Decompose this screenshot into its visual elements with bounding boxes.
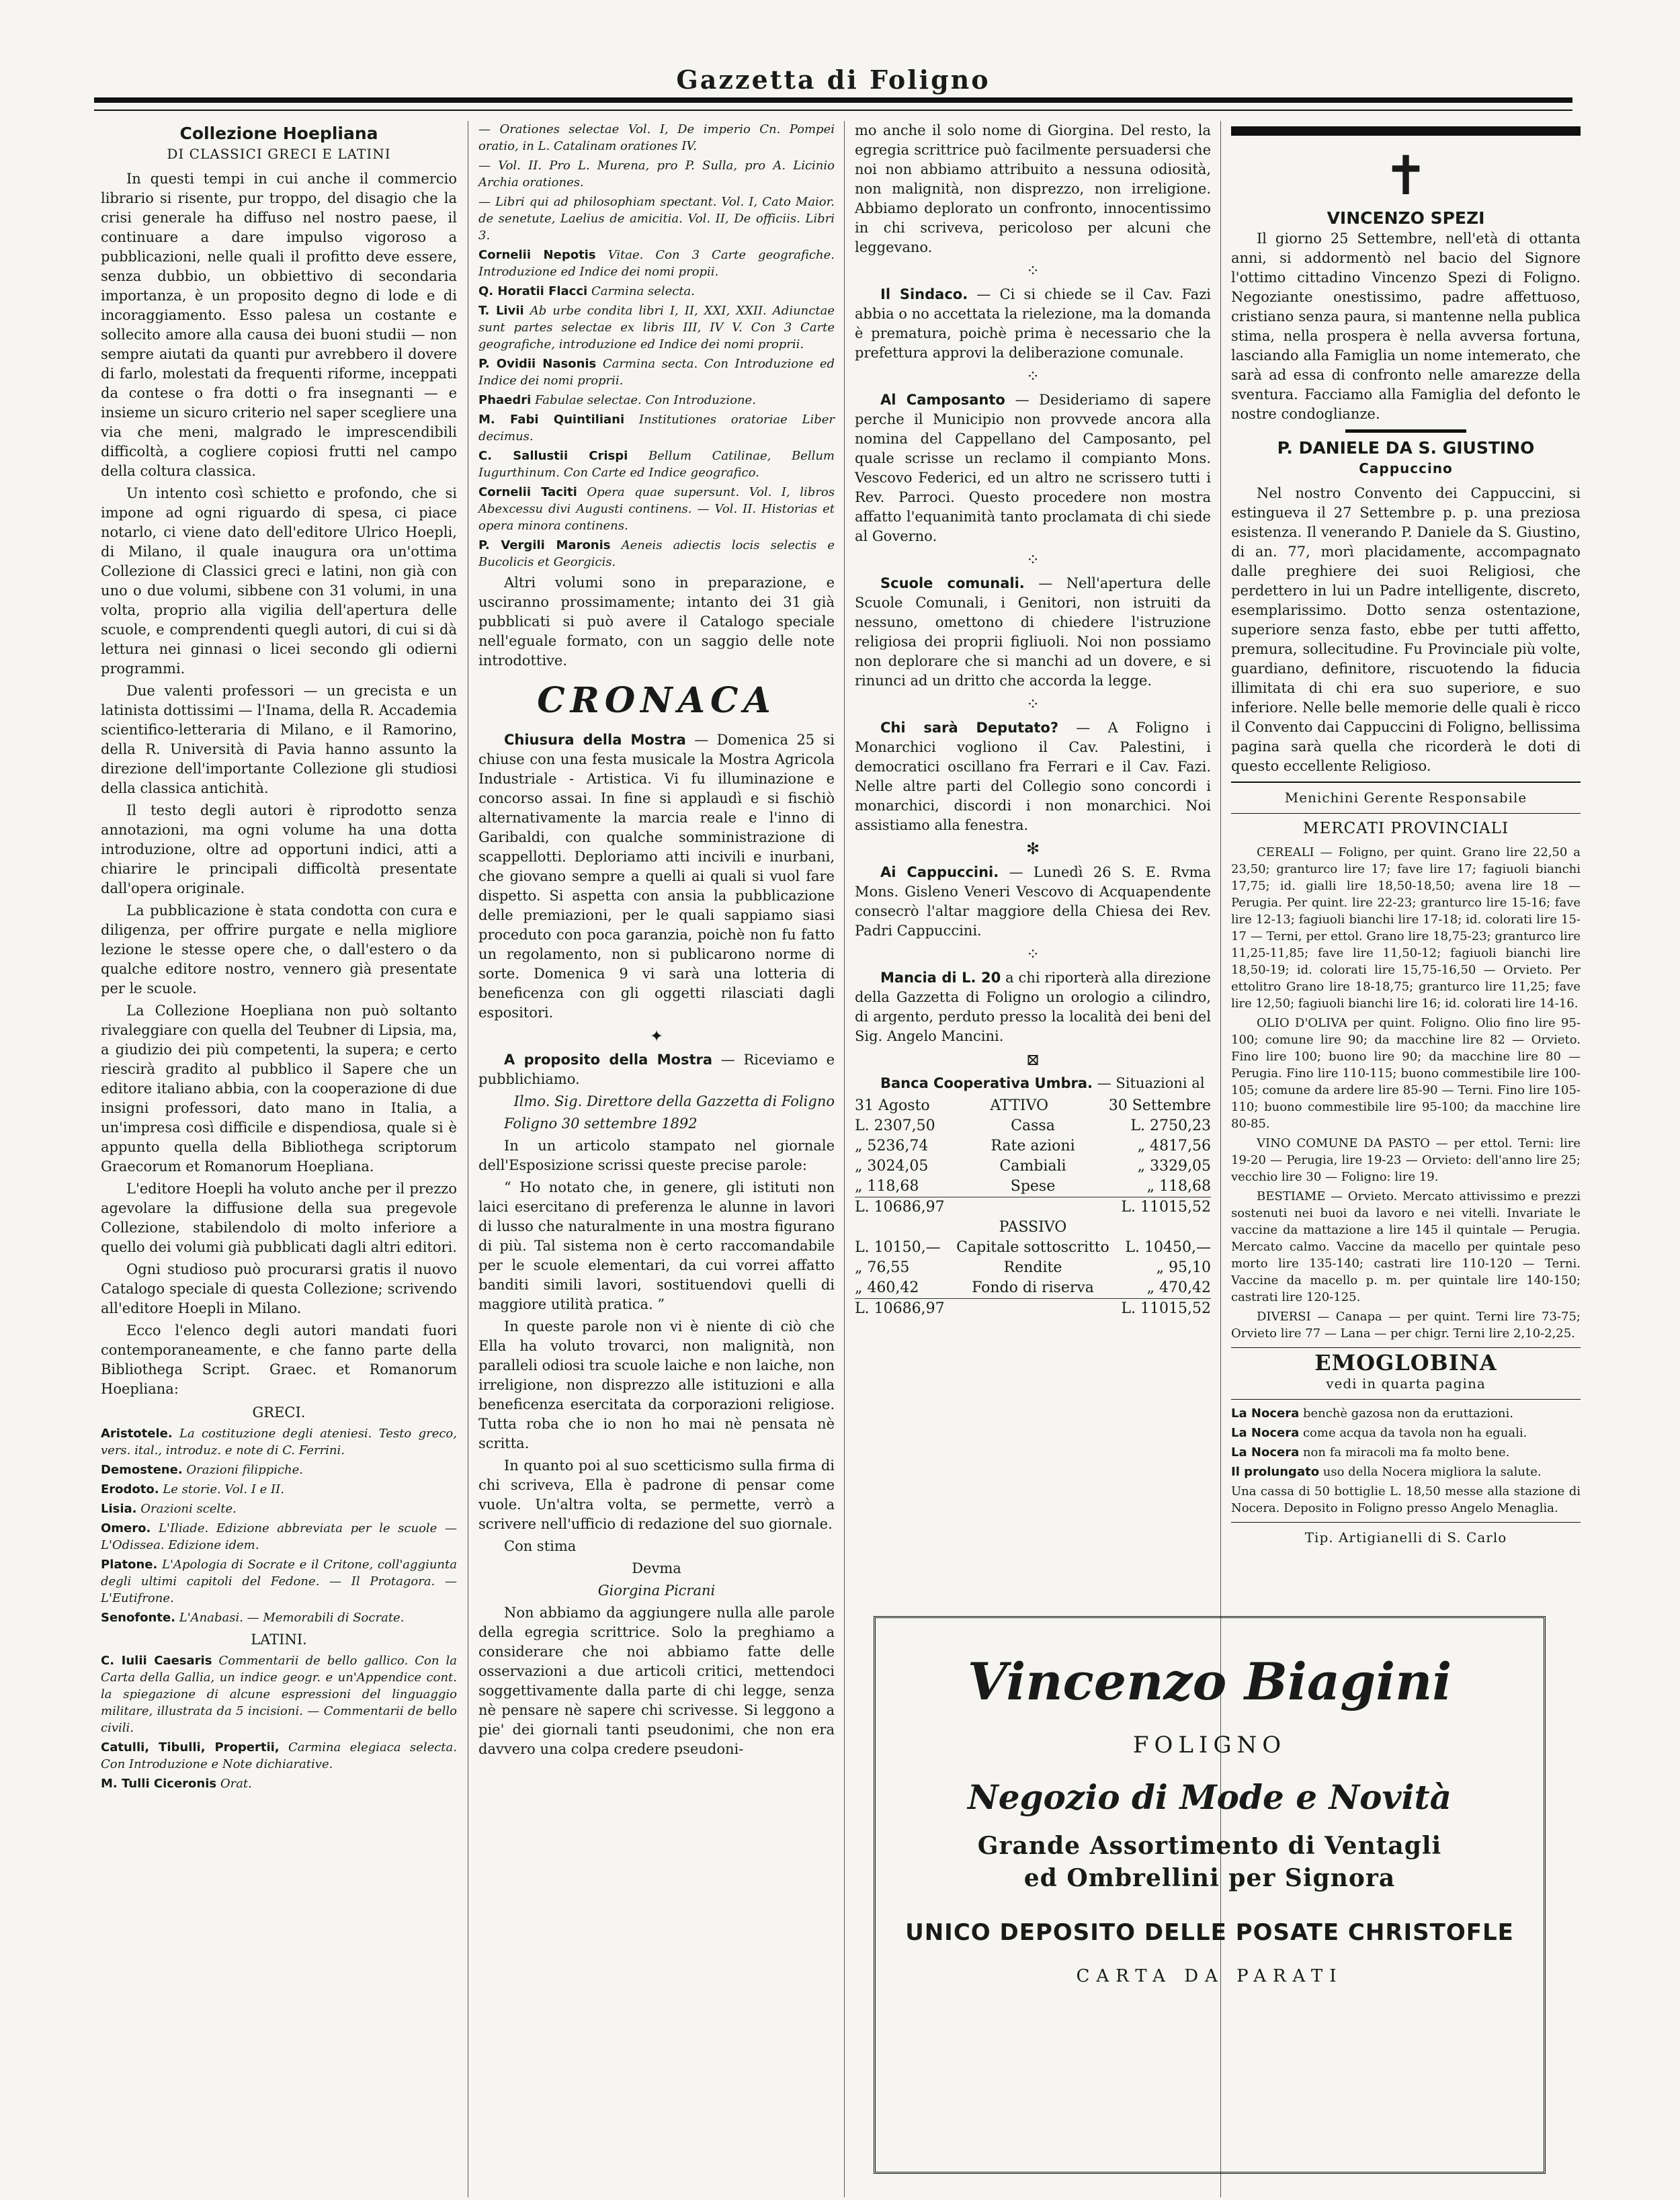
balance-sheet — [855, 1096, 1211, 1319]
nocera-text: uso della Nocera migliora la salute. — [1322, 1465, 1542, 1479]
ledger-cell: L. 11015,52 — [1121, 1300, 1211, 1317]
divider-rule — [1231, 781, 1581, 783]
article-paragraph: Ogni studioso può procurarsi gratis il nuovo Catalogo speciale di questa Collezione; scrivendo all'editore Hoepli in Milano. — [101, 1261, 457, 1316]
nocera-line — [1231, 1444, 1581, 1461]
author-name: Phaedri — [478, 393, 532, 407]
list-entry: — Orationes selectae Vol. I, De imperio Cn. Pompei oratio, in L. Catalinam orationes IV. — [478, 122, 835, 153]
obituary-text: Il giorno 25 Settembre, nell'età di ottanta anni, si addormentò nel bacio del Signore l'ottimo cittadino Vincenzo Spezi di Foligno. Negoziante onestissimo, padre affettuoso, cristiano senza paura, si mantenne nella publica stima, nella prospera è nella avversa fortuna, lasciando alla Famiglia un nome intemerato, che sarà ad essa di confronto nelle amarezze della sventura. Facciamo alla Famiglia del defonto le nostre condoglianze. — [1231, 230, 1581, 422]
nocera-text: benchè gazosa non da eruttazioni. — [1302, 1406, 1513, 1421]
author-entry — [478, 247, 835, 280]
nocera-ad-end: Una cassa di 50 bottiglie L. 18,50 messe alla stazione di Nocera. Deposito in Foligno presso Angelo Menaglia. — [1231, 1484, 1581, 1515]
column-divider — [844, 121, 845, 2197]
author-works: Ab urbe condita libri I, II, XXI, XXII. Adiunctae sunt partes selectae ex libris III, IV V. Con 3 Carte geografiche, introduzione ed Indice dei nomi proprii. — [478, 304, 835, 351]
ledger-cell: „ 118,68 — [855, 1178, 919, 1195]
author-entry — [478, 355, 835, 389]
author-works: Commentarii de bello gallico. Con la Carta della Gallia, un indice geogr. e un'Appendice cont. la spiegazione di alcune espressioni del linguaggio militare, illustrata da 5 incisioni. — Commentarii de bello civili. — [101, 1654, 457, 1735]
article-paragraph: La pubblicazione è stata condotta con cura e diligenza, per offrire purgate e nella migliore lezione le stesse opere che, o dall'estero o da qualche editore nostro, vennero già presentate per le scuole. — [101, 902, 457, 997]
author-works: Carmina selecta. — [591, 284, 695, 298]
section-text: — Riceviamo e pubblichiamo. — [478, 1052, 835, 1087]
section-text: — Domenica 25 si chiuse con una festa musicale la Mostra Agricola Industriale - Artistica. Vi fu illuminazione e concorso assai. In fine si applaudì e si fischiò alternativamente la marcia reale e l'inno di Garibaldi, con qualche somministrazione di scappellotti. Deploriamo atti incivili e inurbani, che giovano sempre a quelli ai quali si vuol fare dispetto. Si aspetta con ansia la pubblicazione delle premiazioni, per le quali sappiamo siasi proceduto con poca garanzia, poichè non fu fatto un regolamento, non si publicarono norme di sorte. Domenica 9 vi sarà una lotteria di beneficenza con gli oggetti rilasciati dagli espositori. — [478, 732, 835, 1021]
author-works: Vitae. Con 3 Carte geografiche. Introduzione ed Indice dei nomi propii. — [478, 248, 835, 279]
section-text: mo anche il solo nome di Giorgina. Del resto, la egregia scrittrice può facilmente persuadersi che noi non abbiamo attribuito a nessuna odiosità, non malignità, non disprezzo, non irreligione. Abbiamo deplorato un confronto, innocentissimo in chi scriveva, pericoloso per alcuni che leggevano. — [855, 122, 1211, 255]
ledger-date-1: 31 Agosto — [855, 1097, 930, 1114]
author-works: Orazioni scelte. — [140, 1502, 237, 1516]
author-list-continued — [478, 121, 835, 244]
letter-paragraph: In quanto poi al suo scetticismo sulla firma di chi scriveva, Ella è padrone di pensar come vuole. Un'altra volta, se permette, verrò a scrivere nell'ufficio di redazione del suo giornale. — [478, 1457, 835, 1532]
market-entry: DIVERSI — Canapa — per quint. Terni lire 73-75; Orvieto lire 77 — Lana — per chigr. Terni lire 2,10-2,25. — [1231, 1310, 1581, 1341]
author-entry — [478, 392, 835, 409]
author-name: M. Fabi Quintiliani — [478, 413, 625, 427]
divider-ornament: ⁘ — [1025, 261, 1040, 280]
ledger-attivo-rows — [855, 1116, 1211, 1197]
letter-paragraph: In un articolo stampato nel giornale dell'Esposizione scrissi queste precise parole: — [478, 1138, 835, 1173]
column-2 — [478, 121, 835, 1762]
ledger-passivo-heading: PASSIVO — [999, 1219, 1067, 1236]
divider-rule — [1345, 429, 1466, 433]
emoglobina-sub: vedi in quarta pagina — [1326, 1376, 1486, 1392]
author-name: Catulli, Tibulli, Propertii, — [101, 1740, 280, 1754]
author-entry — [101, 1500, 457, 1517]
author-list-greci — [101, 1425, 457, 1626]
obituary-title: VINCENZO SPEZI — [1327, 208, 1485, 228]
article-paragraph: Il testo degli autori è riprodotto senza annotazioni, ma ogni volume ha una dotta introduzione, oltre ad opportuni indici, atti a chiarire le principali difficoltà presentate dall'opera originale. — [101, 802, 457, 896]
author-entry — [478, 484, 835, 534]
divider-ornament: ⊠ — [1025, 1050, 1040, 1069]
market-entry: OLIO D'OLIVA per quint. Foligno. Olio fino lire 95-100; comune lire 90; da macchine lire 82 — Orvieto. Fino lire 100; buono lire 90; da macchine lire 80 — Perugia. Fino lire 110-115; buono commestibile lire 100-105; comune da ardere lire 85-90 — Terni. Fino lire 105-110; buono commestibile lire 95-100; da macchine lire 80-85. — [1231, 1016, 1581, 1131]
ledger-row — [855, 1197, 1211, 1218]
ledger-cell: L. 10450,— — [1125, 1239, 1211, 1256]
author-name: Lisia. — [101, 1502, 137, 1516]
nocera-line — [1231, 1464, 1581, 1480]
author-name: Senofonte. — [101, 1611, 176, 1625]
ledger-cell: „ 470,42 — [1146, 1279, 1211, 1296]
ledger-cell: „ 460,42 — [855, 1279, 919, 1296]
ledger-attivo-heading: ATTIVO — [990, 1097, 1048, 1114]
divider-rule — [1231, 1347, 1581, 1348]
nocera-brand: La Nocera — [1231, 1426, 1300, 1440]
letter-closing: Con stima — [504, 1538, 577, 1554]
author-works: L'Anabasi. — Memorabili di Socrate. — [179, 1611, 405, 1625]
mercati-list — [1231, 844, 1581, 1342]
section-heading: Al Camposanto — [880, 392, 1005, 408]
nocera-brand: La Nocera — [1231, 1445, 1300, 1459]
ledger-cell: Rendite — [1003, 1259, 1062, 1276]
ledger-cell: „ 3329,05 — [1137, 1158, 1211, 1175]
author-name: Erodoto. — [101, 1482, 159, 1496]
ledger-row — [855, 1278, 1211, 1298]
ledger-passivo-total — [855, 1298, 1211, 1319]
author-entry — [101, 1739, 457, 1773]
mercati-title: MERCATI PROVINCIALI — [1302, 820, 1509, 837]
divider-ornament: ⁘ — [1025, 367, 1040, 386]
ledger-cell: Capitale sottoscritto — [956, 1239, 1109, 1256]
divider-ornament: ⁘ — [1025, 695, 1040, 714]
masthead: Gazzetta di Foligno — [676, 65, 991, 95]
section-text: a chi riporterà alla direzione della Gazzetta di Foligno un orologio a cilindro, di argento, perduto presso la località dei beni del Sig. Angelo Mancini. — [855, 970, 1211, 1044]
author-name: Cornelii Nepotis — [478, 248, 596, 262]
nocera-ad — [1231, 1405, 1581, 1480]
nocera-line — [1231, 1405, 1581, 1422]
obituary-title: P. DANIELE DA S. GIUSTINO — [1277, 438, 1535, 458]
author-works: Institutiones oratoriae Liber decimus. — [478, 413, 835, 443]
author-name: M. Tulli Ciceronis — [101, 1777, 217, 1791]
ledger-cell: „ 3024,05 — [855, 1158, 929, 1175]
letter-body — [478, 1136, 835, 1534]
author-entry — [101, 1462, 457, 1478]
author-works: L'Apologia di Socrate e il Critone, coll'aggiunta degli ultimi capitoli del Fedone. — Il Protagora. — L'Eutifrone. — [101, 1558, 457, 1605]
author-list-latini — [101, 1652, 457, 1792]
ad-shop-type: Negozio di Mode e Novità — [967, 1777, 1452, 1817]
author-name: P. Vergili Maronis — [478, 538, 611, 552]
author-entry — [101, 1775, 457, 1792]
divider-ornament: ⁘ — [1025, 550, 1040, 569]
section-heading: Banca Cooperativa Umbra. — [880, 1075, 1093, 1091]
article-paragraph: In questi tempi in cui anche il commercio librario si risente, pur troppo, del disagio che la crisi generale ha diffuso nel nostro paese, il continuare a dare impulso vigoroso a pubblicazioni, nelle quali il profitto deve essere, senza dubbio, un obbiettivo di secondaria importanza, è un proposito degno di lode e di incoraggiamento. Esso palesa un costante e sollecito amore alla causa dei buoni studii — non sempre aiutati da quanti pur avrebbero il dovere di farlo, molestati da frequenti riforme, inceppati da contese o fra dotti o fra insegnanti — e insieme un sicuro criterio nel saper scegliere una via che meni, malgrado le imprescendibili difficoltà, a cogliere copiosi frutti nel campo della coltura classica. — [101, 171, 457, 479]
author-name: C. Iulii Caesaris — [101, 1654, 212, 1668]
ledger-attivo-total — [855, 1197, 1211, 1218]
printer-credit: Tip. Artigianelli di S. Carlo — [1304, 1529, 1507, 1546]
author-entry — [101, 1556, 457, 1607]
ledger-cell: „ 4817,56 — [1137, 1138, 1211, 1154]
ledger-row — [855, 1299, 1211, 1319]
ledger-cell: L. 2750,23 — [1130, 1117, 1211, 1134]
author-entry — [101, 1609, 457, 1626]
column-3 — [855, 121, 1211, 1319]
ledger-cell: „ 76,55 — [855, 1259, 910, 1276]
obituary-text: Nel nostro Convento dei Cappuccini, si estingueva il 27 Settembre p. p. una preziosa esistenza. Il venerando P. Daniele da S. Giustino, di an. 77, morì placidamente, accompagnato dalle preghiere dei suoi Religiosi, che perdettero in lui un Padre intelligente, discreto, esemplarissimo. Dotto senza ostentazione, superiore senza fasto, ebbe per tutti affetto, premura, sollecitudine. Fu Provinciale più volte, guardiano, definitore, riscuotendo la fiducia illimitata di chi era suo superiore, e suo inferiore. Nelle belle memorie delle quali è ricco il Convento dai Cappuccini di Foligno, bellissima pagina sarà quella che ricorderà le doti di questo eccellente Religioso. — [1231, 485, 1581, 774]
author-works: La costituzione degli ateniesi. Testo greco, vers. ital., introduz. e note di C. Ferrini. — [101, 1427, 457, 1457]
column-1 — [101, 121, 457, 1795]
letter-signer: Giorgina Picrani — [597, 1582, 716, 1599]
ledger-date-2: 30 Settembre — [1108, 1097, 1211, 1114]
cronaca-header: CRONACA — [537, 680, 776, 721]
ledger-cell: L. 11015,52 — [1121, 1199, 1211, 1216]
section-heading: Chiusura della Mostra — [504, 732, 686, 748]
author-name: Cornelii Taciti — [478, 485, 577, 499]
altri-volumi: Altri volumi sono in preparazione, e usciranno prossimamente; intanto dei 31 già pubblicati si può avere il Catalogo speciale nell'eguale formato, con un saggio delle note introdottive. — [478, 575, 835, 669]
author-entry — [101, 1520, 457, 1554]
ledger-cell: Rate azioni — [991, 1138, 1075, 1154]
author-entry — [478, 302, 835, 353]
author-name: Aristotele. — [101, 1427, 173, 1441]
list-entry: — Vol. II. Pro L. Murena, pro P. Sulla, pro A. Licinio Archia orationes. — [478, 159, 835, 189]
author-name: Q. Horatii Flacci — [478, 284, 588, 298]
section-heading: A proposito della Mostra — [504, 1052, 713, 1068]
article-paragraph: La Collezione Hoepliana non può soltanto rivaleggiare con quella del Teubner di Lipsia, ma, a giudizio dei più competenti, la supera; e certo riescirà gradito al pubblico il Sapere che un editore italiano abbia, con la cooperazione di due insigni professori, dato mano in Italia, a un'impresa così difficile e dispendiosa, quale si è appunto quella della Bibliothega scriptorum Graecorum et Romanorum Hoepliana. — [101, 1003, 457, 1175]
nocera-brand: La Nocera — [1231, 1406, 1300, 1421]
author-entry — [478, 537, 835, 570]
list-heading-latini: LATINI. — [251, 1632, 307, 1648]
nocera-brand: Il prolungato — [1231, 1465, 1320, 1479]
ledger-cell: L. 2307,50 — [855, 1117, 935, 1134]
article-title: Collezione Hoepliana — [179, 124, 378, 143]
editor-reply: Non abbiamo da aggiungere nulla alle parole della egregia scrittrice. Solo la preghiamo a considerare che noi abbiamo fatte delle osservazioni a due articoli critici, mettendoci soggettivamente dalla parte di chi legge, senza nè pensare nè sapere chi scrivesse. Si leggono a pie' dei giornali tanti pseudonimi, che non era davvero una colpa credere pseudoni- — [478, 1605, 835, 1757]
letter-paragraph: In queste parole non vi è niente di ciò che Ella ha voluto trovarci, non malignità, non paralleli odiosi tra scuole laiche e non laiche, non irreligione, non disprezzo alle istituzioni e alla beneficenza esercitata da corporazioni religiose. Tutta roba che io non ho mai nè pensata nè scritta. — [478, 1318, 835, 1451]
author-name: Demostene. — [101, 1463, 183, 1477]
market-entry: CEREALI — Foligno, per quint. Grano lire 22,50 a 23,50; granturco lire 17; fave lire 17; fagiuoli bianchi 17,75; id. gialli lire 18,50-18,50; avena lire 18 — Perugia. Per quint. lire 22-23; granturco lire 15-16; fave lire 12-13; fagiuoli bianchi lire 17-18; id. colorati lire 15-17 — Terni, per ettol. Grano lire 18,75-23; granturco lire 11,25-11,85; fave lire 11,50-12; fagiuoli bianchi lire 18,50-19; id. colorati lire 15,75-16,50 — Orvieto. Per ettolitro Grano lire 18-18,75; granturco lire 11,25; fave lire 12,50; fagiuoli bianchi lire 16; id. colorati lire 14-16. — [1231, 845, 1581, 1011]
section-text: — Nell'apertura delle Scuole Comunali, i Genitori, non istruiti da nessuno, omettono di chiedere l'istruzione religiosa dei proprii figliuoli. Noi non possiamo non deplorare che si manchi ad un dovere, e si rinunci ad un dritto che accorda la legge. — [855, 575, 1211, 689]
ledger-cell: L. 10686,97 — [855, 1199, 945, 1216]
author-entry — [101, 1481, 457, 1498]
author-works: Le storie. Vol. I e II. — [163, 1482, 284, 1496]
article-body — [101, 169, 457, 1399]
author-works: Orazioni filippiche. — [186, 1463, 304, 1477]
obituary-subtitle: Cappuccino — [1359, 460, 1453, 476]
market-entry: BESTIAME — Orvieto. Mercato attivissimo e prezzi sostenuti nei buoi da lavoro e nei vitelli. Invariate le vaccine da mattazione a lire 145 il quintale — Perugia. Mercato calmo. Vaccine da macello per quintale peso morto lire 135-140; castrati lire 110-120 — Terni. Vaccine da macello p. m. per quintale lire 140-150; castrati lire 120-125. — [1231, 1189, 1581, 1304]
nocera-line — [1231, 1425, 1581, 1441]
ledger-cell: Fondo di riserva — [972, 1279, 1094, 1296]
divider-rule — [1231, 1399, 1581, 1400]
list-heading-greci: GRECI. — [252, 1404, 306, 1421]
ledger-row — [855, 1177, 1211, 1197]
ledger-passivo-rows — [855, 1238, 1211, 1298]
ad-line-2: ed Ombrellini per Signora — [1023, 1864, 1396, 1892]
divider-rule — [1231, 813, 1581, 814]
author-entry — [101, 1425, 457, 1459]
ledger-row — [855, 1156, 1211, 1177]
author-works: L'Iliade. Edizione abbreviata per le scuole — L'Odissea. Edizione idem. — [101, 1521, 457, 1552]
ledger-cell: Cambiali — [999, 1158, 1066, 1175]
author-works: Bellum Catilinae, Bellum Iugurthinum. Con Carte ed Indice geografico. — [478, 449, 835, 480]
author-list — [478, 247, 835, 570]
article-paragraph: Ecco l'elenco degli autori mandati fuori contemporaneamente, e che fanno parte della Bibliothega Script. Graec. et Romanorum Hoepliana: — [101, 1322, 457, 1397]
author-entry — [478, 283, 835, 300]
letter-address: Ilmo. Sig. Direttore della Gazzetta di Foligno — [513, 1093, 835, 1109]
ledger-cell: Spese — [1010, 1178, 1056, 1195]
divider-rule — [1231, 1522, 1581, 1523]
nocera-text: non fa miracoli ma fa molto bene. — [1302, 1445, 1510, 1459]
section-text: — Desideriamo di sapere perche il Municipio non provvede ancora alla nomina del Cappellano del Camposanto, pel quale scrisse un reclamo il compianto Mons. Vescovo Federici, ed un altro ne scrissero tutti i Rev. Parroci. Questo procedere non mostra affatto l'equanimità tanto proclamata di chi siede al Governo. — [855, 392, 1211, 544]
biagini-advertisement — [874, 1616, 1546, 2174]
divider-ornament: ⁘ — [1025, 945, 1040, 964]
masthead-rule — [94, 97, 1572, 111]
emoglobina-title: EMOGLOBINA — [1314, 1350, 1497, 1376]
section-text: — Situazioni al — [1097, 1075, 1205, 1091]
author-name: Platone. — [101, 1558, 158, 1572]
author-works: Carmina secta. Con Introduzione ed Indice dei nomi proprii. — [478, 357, 835, 388]
ledger-cell: L. 10686,97 — [855, 1300, 945, 1317]
author-name: Omero. — [101, 1521, 151, 1535]
cross-icon: ✝ — [1383, 144, 1429, 207]
author-works: Carmina elegiaca selecta. Con Introduzione e Note dichiarative. — [101, 1740, 457, 1771]
column-4 — [1231, 121, 1581, 1553]
ledger-row — [855, 1116, 1211, 1136]
divider-ornament: ✦ — [649, 1027, 664, 1046]
ad-carta: CARTA DA PARATI — [1076, 1966, 1343, 1986]
ledger-cell: L. 10150,— — [855, 1239, 941, 1256]
author-name: C. Sallustii Crispi — [478, 449, 628, 463]
mourning-rule — [1231, 126, 1581, 136]
article-paragraph: Un intento così schietto e profondo, che si impone ad ogni riguardo di spesa, ci piace notarlo, ci viene dato dell'editore Ulrico Hoepli, di Milano, il quale inaugura ora un'ottima Collezione di Classici greci e latini, non già con uno o due volumi, sibbene con 31 volumi, in una volta, proprio alla vigilia dell'apertura delle scuole, e comprendenti quegli autori, di cui si dà lettura nei ginnasi o licei secondo gli odierni programmi. — [101, 485, 457, 677]
author-entry — [101, 1652, 457, 1736]
nocera-text: come acqua da tavola non ha eguali. — [1302, 1426, 1527, 1440]
ad-shop-name: Vincenzo Biagini — [967, 1652, 1452, 1711]
author-entry — [478, 411, 835, 445]
letter-devma: Devma — [632, 1560, 681, 1576]
ad-line-1: Grande Assortimento di Ventagli — [977, 1832, 1442, 1860]
author-works: Orat. — [220, 1777, 252, 1791]
author-works: Opera quae supersunt. Vol. I, libros Abexcessu divi Augusti continens. — Vol. II. Historias et opera minora continens. — [478, 485, 835, 533]
article-paragraph: L'editore Hoepli ha voluto anche per il prezzo agevolare la diffusione della sua pregevole Collezione, stabilendolo di molto inferiore a quello dei volumi già pubblicati dagli altri editori. — [101, 1181, 457, 1255]
article-subtitle: DI CLASSICI GRECI E LATINI — [167, 146, 391, 162]
ad-city: FOLIGNO — [1132, 1732, 1287, 1759]
section-text: — A Foligno i Monarchici vogliono il Cav. Palestini, i democratici oscillano fra Ferrari e il Cav. Fazi. Nelle altre parti del Collegio sono concordi i monarchici, discordi i non monarchici. Noi assistiamo alla fenestra. — [855, 720, 1211, 833]
ledger-cell: Cassa — [1011, 1117, 1055, 1134]
ledger-row — [855, 1136, 1211, 1156]
ledger-cell: „ 95,10 — [1156, 1259, 1211, 1276]
author-works: Aeneis adiectis locis selectis e Bucolicis et Georgicis. — [478, 538, 835, 569]
gerente: Menichini Gerente Responsabile — [1284, 790, 1527, 806]
section-heading: Il Sindaco. — [880, 286, 968, 302]
ad-deposit: UNICO DEPOSITO DELLE POSATE CHRISTOFLE — [905, 1919, 1514, 1946]
letter-date: Foligno 30 settembre 1892 — [504, 1115, 698, 1132]
ledger-cell: „ 5236,74 — [855, 1138, 929, 1154]
section-text: — Lunedì 26 S. E. Rvma Mons. Gisleno Veneri Vescovo di Acquapendente consecrò l'altar maggiore della Chiesa dei Rev. Padri Cappuccini. — [855, 864, 1211, 939]
market-entry: VINO COMUNE DA PASTO — per ettol. Terni: lire 19-20 — Perugia, lire 19-23 — Orvieto: dell'anno lire 25; vecchio lire 30 — Foligno: lire 19. — [1231, 1136, 1581, 1184]
section-heading: Scuole comunali. — [880, 575, 1025, 591]
author-entry — [478, 448, 835, 481]
ledger-row — [855, 1258, 1211, 1278]
article-paragraph: Due valenti professori — un grecista e un latinista dottissimi — l'Inama, della R. Accademia scientifico-letteraria di Milano, e il Ramorino, della R. Università di Pavia hanno assunto la direzione dell'importante Collezione gli studiosi della classica antichità. — [101, 683, 457, 796]
author-works: Fabulae selectae. Con Introduzione. — [535, 393, 756, 407]
section-heading: Chi sarà Deputato? — [880, 720, 1059, 736]
ledger-cell: „ 118,68 — [1146, 1178, 1211, 1195]
section-text: — Ci si chiede se il Cav. Fazi abbia o no accettata la rielezione, ma la domanda è prematura, poichè prima è necessario che la prefettura approvi la deliberazione comunale. — [855, 286, 1211, 361]
list-entry: — Libri qui ad philosophiam spectant. Vol. I, Cato Maior. de senetute, Laelius de amicitia. Vol. II, De officiis. Libri 3. — [478, 195, 835, 243]
letter-paragraph: “ Ho notato che, in genere, gli istituti non laici esercitano di preferenza le alunne in lavori di lusso che naturalmente in una mostra figurano di più. Tal sistema non è certo raccomandabile per le scuole elementari, da cui vorrei affatto banditi simili lavori, sostituendovi quelli di maggiore utilità pratica. ” — [478, 1179, 835, 1312]
author-name: P. Ovidii Nasonis — [478, 357, 597, 371]
divider-ornament: ✻ — [1025, 839, 1040, 858]
section-heading: Mancia di L. 20 — [880, 970, 1001, 986]
author-name: T. Livii — [478, 304, 524, 318]
ledger-row — [855, 1238, 1211, 1258]
section-heading: Ai Cappuccini. — [880, 864, 999, 880]
